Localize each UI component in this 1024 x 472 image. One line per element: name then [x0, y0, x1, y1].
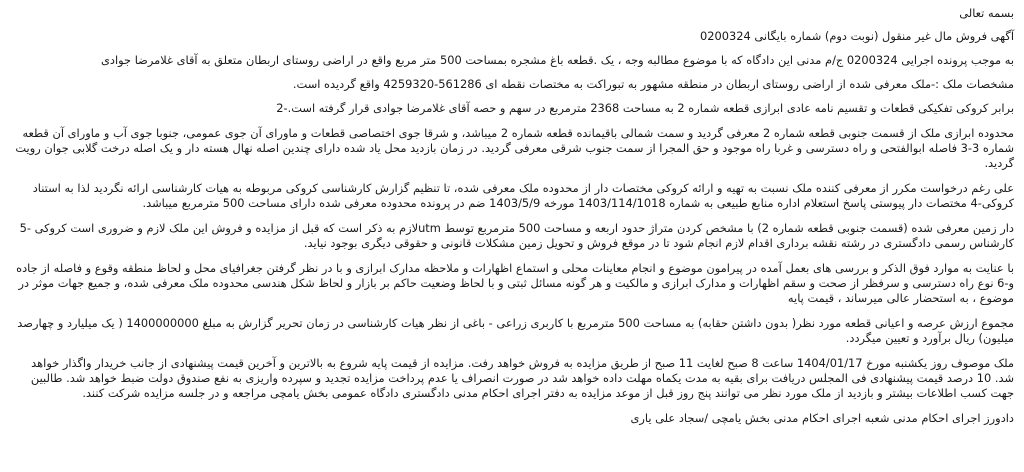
document-heading: بسمه تعالی — [959, 6, 1014, 20]
paragraph-valuation-basis: با عنایت به موارد فوق الذکر و بررسی های بعمل آمده در پیرامون موضوع و انجام معاینات محلی و استماع اظهارات و ملاحظه مدارک ابرازی و با در نظر گرفتن جغرافیای محل و لحاظ منطقه وقوع و فاصله از جاده و-6 نوع راه دسترسی و سرفظر از صحت و سقم اظهارات و مدارک ابرازی و مالکیت و هر گونه مسائل ثبتی و با لحاظ وضعیت حاکم بر بازار و لحاظ شکل هندسی محدوده ملک معرفی شده، و جمیع جهات موثر در موضوع ، به استحضار عالی میرساند ، قیمت پایه — [16, 261, 1014, 305]
paragraph-property-specs: مشخصات ملک :-ملک معرفی شده از اراضی روستای اربطان در منطقه مشهور به تبوراکت به مختصات نقطه ای 561286-4259320 واقع گردیده است. — [292, 77, 1014, 91]
signature-line: دادورز اجرای احکام مدنی شعبه اجرای احکام مدنی بخش یامچی /سجاد علی یاری — [630, 411, 1014, 425]
paragraph-boundaries: محدوده ابرازی ملک از قسمت جنوبی قطعه شماره 2 معرفی گردید و سمت شمالی باقیمانده قطعه شماره 2 میباشد، و شرقا جوی اختصاصی قطعات و ماورای آن جوی عمومی، جنوبا جوی آب و ماورای آن قطعه شماره 3-3 فاصله ابوالفتحی و راه دسترسی و غربا راه موجود و حق المجرا از سمت جنوب شرقی معرفی گردید. در زمان بازدید محل یاد شده دارای چندین اصله نهال هسته دار و یک اصله درخت گلابی جوان رویت گردید. — [15, 126, 1014, 170]
paragraph-plot-division: برابر کروکی تفکیکی قطعات و تقسیم نامه عادی ابرازی قطعه شماره 2 به مساحت 2368 مترمربع در سهم و حصه آقای غلامرضا جوادی قرار گرفته است.-2 — [276, 101, 1014, 115]
paragraph-auction-terms: ملک موصوف روز یکشنبه مورخ 1404/01/17 ساعت 8 صبح لغایت 11 صبح از طریق مزایده به فروش خواهد رفت. مزایده از قیمت پایه شروع به بالاترین و آخرین قیمت پیشنهادی از جانب خریدار واگذار خواهد شد. 10 درصد قیمت پیشنهادی فی المجلس دریافت برای بقیه به مدت یکماه مهلت داده خواهد شد در صورت انصراف یا عدم پرداخت مزایده تجدید و سپرده واریزی به نفع صندوق دولت ضبط خواهد شد. طالبین جهت کسب اطلاعات بیشتر و بازدید از ملک مورد نظر می توانند پنج روز قبل از موعد مزایده به دفتر اجرای احکام مدنی دادگستری دادگاه عمومی بخش یامچی مراجعه و در جلسه مزایده شرکت کنند. — [30, 356, 1014, 400]
paragraph-coordinate-sketch: علی رغم درخواست مکرر از معرفی کننده ملک نسبت به تهیه و ارائه کروکی مختصات دار از محدوده ملک معرفی شده، تا تنظیم گزارش کارشناسی کروکی مربوطه به هیات کارشناسی ارائه نگردید لذا به استناد کروکی-4 مختصات دار پیوستی پاسخ استعلام اداره منابع طبیعی به شماره 1403/114/1018 مورخه 1403/5/9 ضم در پرونده محدوده معرفی شده دارای مساحت 500 مترمربع میباشد. — [32, 181, 1014, 210]
paragraph-surveyor-note: دار زمین معرفی شده (قسمت جنوبی قطعه شماره 2) با مشخص کردن متراژ حدود اربعه و مساحت 500 مترمربع توسط utmلازم به ذکر است که قبل از مزایده و فروش این ملک لازم و ضروری است کروکی -5 کارشناس رسمی دادگستری در رشته نقشه برداری اقدام لازم انجام شود تا در موقع فروش و تحویل زمین مشکلات قانونی و حقوقی دیگری بوجود نیاید. — [19, 221, 1014, 250]
paragraph-case-intro: به موجب پرونده اجرایی 0200324 ج/م مدنی این دادگاه که با موضوع مطالبه وجه ، یک .قطعه باغ مشجره بمساحت 500 متر مربع واقع در اراضی روستای اربطان متعلق به آقای غلامرضا جوادی — [101, 53, 1014, 67]
paragraph-base-price: مجموع ارزش عرصه و اعیانی قطعه مورد نظر( بدون داشتن حقابه) به مساحت 500 مترمربع با کاربری زراعی - باغی از نظر هیات کارشناسی در زمان تحریر گزارش به مبلغ 1400000000 ( یک میلیارد و چهارصد میلیون) ریال برآورد و تعیین میگردد. — [17, 316, 1014, 345]
notice-title: آگهی فروش مال غیر منقول (نوبت دوم) شماره بایگانی 0200324 — [699, 29, 1014, 43]
